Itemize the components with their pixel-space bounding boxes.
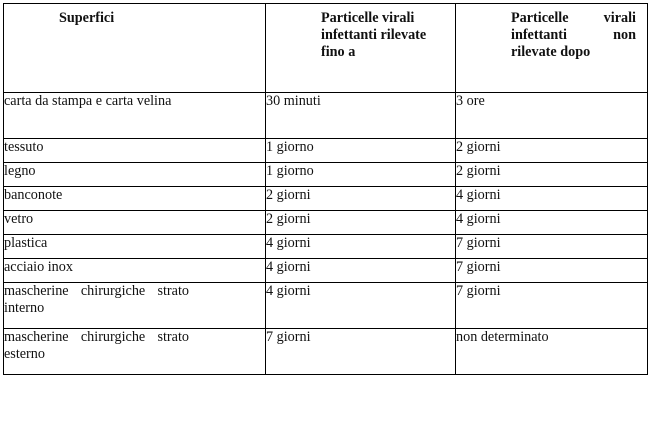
cell-detected-until xyxy=(266,235,456,259)
cell-surface-text: banconote xyxy=(4,187,63,203)
table-row xyxy=(4,187,648,211)
header-not-detected-after xyxy=(456,4,648,93)
cell-not-detected-after xyxy=(456,139,648,163)
cell-not-detected-after xyxy=(456,235,648,259)
cell-detected-until xyxy=(266,93,456,139)
table-row xyxy=(4,283,648,329)
cell-not-detected-after-text: 2 giorni xyxy=(456,163,501,179)
cell-detected-until-text: 1 giorno xyxy=(266,163,314,179)
cell-detected-until-text: 4 giorni xyxy=(266,283,311,299)
cell-not-detected-after-text: 7 giorni xyxy=(456,259,501,275)
cell-surface xyxy=(4,283,266,329)
cell-surface-text: mascherine chirurgiche strato interno xyxy=(4,283,189,316)
table-row xyxy=(4,139,648,163)
header-detected-until xyxy=(266,4,456,93)
cell-detected-until xyxy=(266,259,456,283)
table-header-row xyxy=(4,4,648,93)
cell-not-detected-after-text: 3 ore xyxy=(456,93,485,109)
table-row xyxy=(4,93,648,139)
cell-not-detected-after-text: 2 giorni xyxy=(456,139,501,155)
cell-detected-until xyxy=(266,187,456,211)
table-row xyxy=(4,329,648,375)
table-row xyxy=(4,259,648,283)
table-row xyxy=(4,235,648,259)
cell-detected-until-text: 7 giorni xyxy=(266,329,311,345)
header-not-detected-after-label: Particelle virali infettanti non rilevate dopo xyxy=(511,10,636,60)
cell-detected-until-text: 4 giorni xyxy=(266,235,311,251)
cell-surface xyxy=(4,329,266,375)
cell-surface-text: mascherine chirurgiche strato esterno xyxy=(4,329,189,362)
table-row xyxy=(4,163,648,187)
cell-surface xyxy=(4,139,266,163)
cell-detected-until xyxy=(266,211,456,235)
cell-surface xyxy=(4,211,266,235)
surface-persistence-table xyxy=(3,3,648,375)
cell-surface xyxy=(4,259,266,283)
cell-not-detected-after xyxy=(456,163,648,187)
cell-detected-until xyxy=(266,283,456,329)
cell-detected-until-text: 4 giorni xyxy=(266,259,311,275)
cell-not-detected-after-text: 4 giorni xyxy=(456,187,501,203)
cell-detected-until-text: 1 giorno xyxy=(266,139,314,155)
cell-detected-until xyxy=(266,139,456,163)
cell-surface xyxy=(4,235,266,259)
cell-surface-text: carta da stampa e carta velina xyxy=(4,93,172,109)
cell-surface xyxy=(4,93,266,139)
cell-not-detected-after-text: 7 giorni xyxy=(456,283,501,299)
cell-not-detected-after xyxy=(456,93,648,139)
header-detected-until-label: Particelle virali infettanti rilevate fino a xyxy=(321,10,427,60)
cell-surface xyxy=(4,163,266,187)
cell-detected-until-text: 2 giorni xyxy=(266,187,311,203)
cell-surface-text: acciaio inox xyxy=(4,259,73,275)
cell-detected-until xyxy=(266,329,456,375)
cell-surface-text: legno xyxy=(4,163,36,179)
cell-not-detected-after xyxy=(456,329,648,375)
cell-not-detected-after-text: 4 giorni xyxy=(456,211,501,227)
cell-not-detected-after xyxy=(456,259,648,283)
cell-surface xyxy=(4,187,266,211)
cell-detected-until-text: 2 giorni xyxy=(266,211,311,227)
cell-not-detected-after xyxy=(456,187,648,211)
header-surfaces xyxy=(4,4,266,93)
header-surfaces-label: Superfici xyxy=(59,10,115,26)
cell-not-detected-after xyxy=(456,211,648,235)
cell-surface-text: plastica xyxy=(4,235,48,251)
cell-not-detected-after xyxy=(456,283,648,329)
cell-not-detected-after-text: 7 giorni xyxy=(456,235,501,251)
table-row xyxy=(4,211,648,235)
cell-not-detected-after-text: non determinato xyxy=(456,329,549,345)
cell-detected-until-text: 30 minuti xyxy=(266,93,321,109)
cell-surface-text: vetro xyxy=(4,211,34,227)
cell-detected-until xyxy=(266,163,456,187)
cell-surface-text: tessuto xyxy=(4,139,44,155)
